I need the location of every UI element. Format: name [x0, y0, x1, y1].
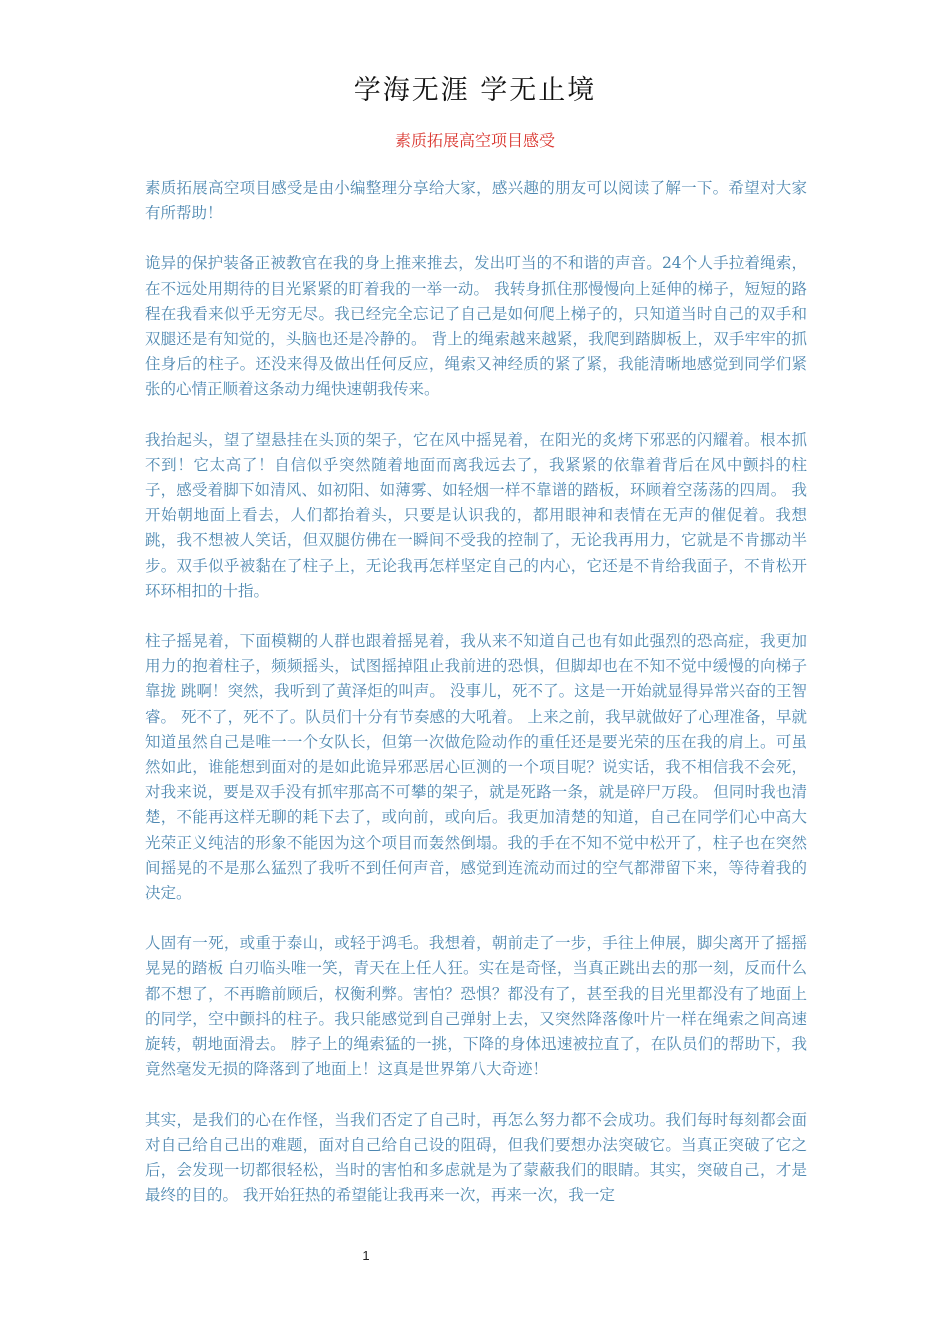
header-title: 学海无涯 学无止境: [353, 75, 597, 106]
article-body: [145, 176, 807, 1233]
paragraph: 我抬起头，望了望悬挂在头顶的架子，它在风中摇晃着，在阳光的炙烤下邪恶的闪耀着。根本抓不到！它太高了！自信似乎突然随着地面而离我远去了，我紧紧的依靠着背后在风中颤抖的柱子，感受着脚下如清风、如初阳、如薄雾、如轻烟一样不靠谱的踏板，环顾着空荡荡的四周。 我开始朝地面上看去，人们都抬着头，只要是认识我的，都用眼神和表情在无声的催促着。我想跳，我不想被人笑话，但双腿仿佛在一瞬间不受我的控制了，无论我再用力，它就是不肯挪动半步。双手似乎被黏在了柱子上，无论我再怎样坚定自己的内心，它还是不肯给我面子，不肯松开环环相扣的十指。: [145, 430, 807, 600]
article-title: 素质拓展高空项目感受: [394, 131, 555, 150]
paragraph: 柱子摇晃着，下面模糊的人群也跟着摇晃着，我从来不知道自己也有如此强烈的恐高症，我更加用力的抱着柱子，频频摇头，试图摇掉阻止我前进的恐惧，但脚却也在不知不觉中缓慢的向梯子靠拢 跳啊！突然，我听到了黄泽炬的叫声。 没事儿，死不了。这是一开始就显得异常兴奋的王智睿。 死不了，死不了。队员们十分有节奏感的大吼着。 上来之前，我早就做好了心理准备，早就知道虽然自己是唯一一个女队长，但第一次做危险动作的重任还是要光荣的压在我的肩上。可虽然如此，谁能想到面对的是如此诡异邪恶居心叵测的一个项目呢？说实话，我不相信我不会死，对我来说，要是双手没有抓牢那高不可攀的架子，就是死路一条，就是碎尸万段。 但同时我也清楚，不能再这样无聊的耗下去了，或向前，或向后。我更加清楚的知道，自己在同学们心中高大光荣正义纯洁的形象不能因为这个项目而轰然倒塌。我的手在不知不觉中松开了，柱子也在突然间摇晃的不是那么猛烈了我听不到任何声音，感觉到连流动而过的空气都滞留下来，等待着我的决定。: [145, 632, 807, 903]
paragraph: 人固有一死，或重于泰山，或轻于鸿毛。我想着，朝前走了一步，手往上伸展，脚尖离开了摇摇晃晃的踏板 白刃临头唯一笑，青天在上任人狂。实在是奇怪，当真正跳出去的那一刻，反而什么都不想了，不再瞻前顾后，权衡利弊。害怕？恐惧？都没有了，甚至我的目光里都没有了地面上的同学，空中颤抖的柱子。我只能感觉到自己弹射上去，又突然降落像叶片一样在绳索之间高速旋转，朝地面滑去。 脖子上的绳索猛的一挑，下降的身体迅速被拉直了，在队员们的帮助下，我竟然毫发无损的降落到了地面上！这真是世界第八大奇迹！: [145, 934, 807, 1079]
paragraph: 素质拓展高空项目感受是由小编整理分享给大家，感兴趣的朋友可以阅读了解一下。希望对大家有所帮助！: [145, 179, 807, 223]
page-number: 1: [362, 1248, 370, 1263]
paragraph: 诡异的保护装备正被教官在我的身上推来推去，发出叮当的不和谐的声音。24个人手拉着绳索，在不远处用期待的目光紧紧的盯着我的一举一动。 我转身抓住那慢慢向上延伸的梯子，短短的路程在我看来似乎无穷无尽。我已经完全忘记了自己是如何爬上梯子的，只知道当时自己的双手和双腿还是有知觉的，头脑也还是冷静的。 背上的绳索越来越紧，我爬到踏脚板上，双手牢牢的抓住身后的柱子。还没来得及做出任何反应，绳索又神经质的紧了紧，我能清晰地感觉到同学们紧张的心情正顺着这条动力绳快速朝我传来。: [145, 254, 807, 399]
paragraph: 其实，是我们的心在作怪，当我们否定了自己时，再怎么努力都不会成功。我们每时每刻都会面对自己给自己出的难题，面对自己给自己设的阻碍，但我们要想办法突破它。当真正突破了它之后，会发现一切都很轻松，当时的害怕和多虑就是为了蒙蔽我们的眼睛。其实，突破自己，才是最终的目的。 我开始狂热的希望能让我再来一次，再来一次，我一定: [145, 1110, 807, 1205]
